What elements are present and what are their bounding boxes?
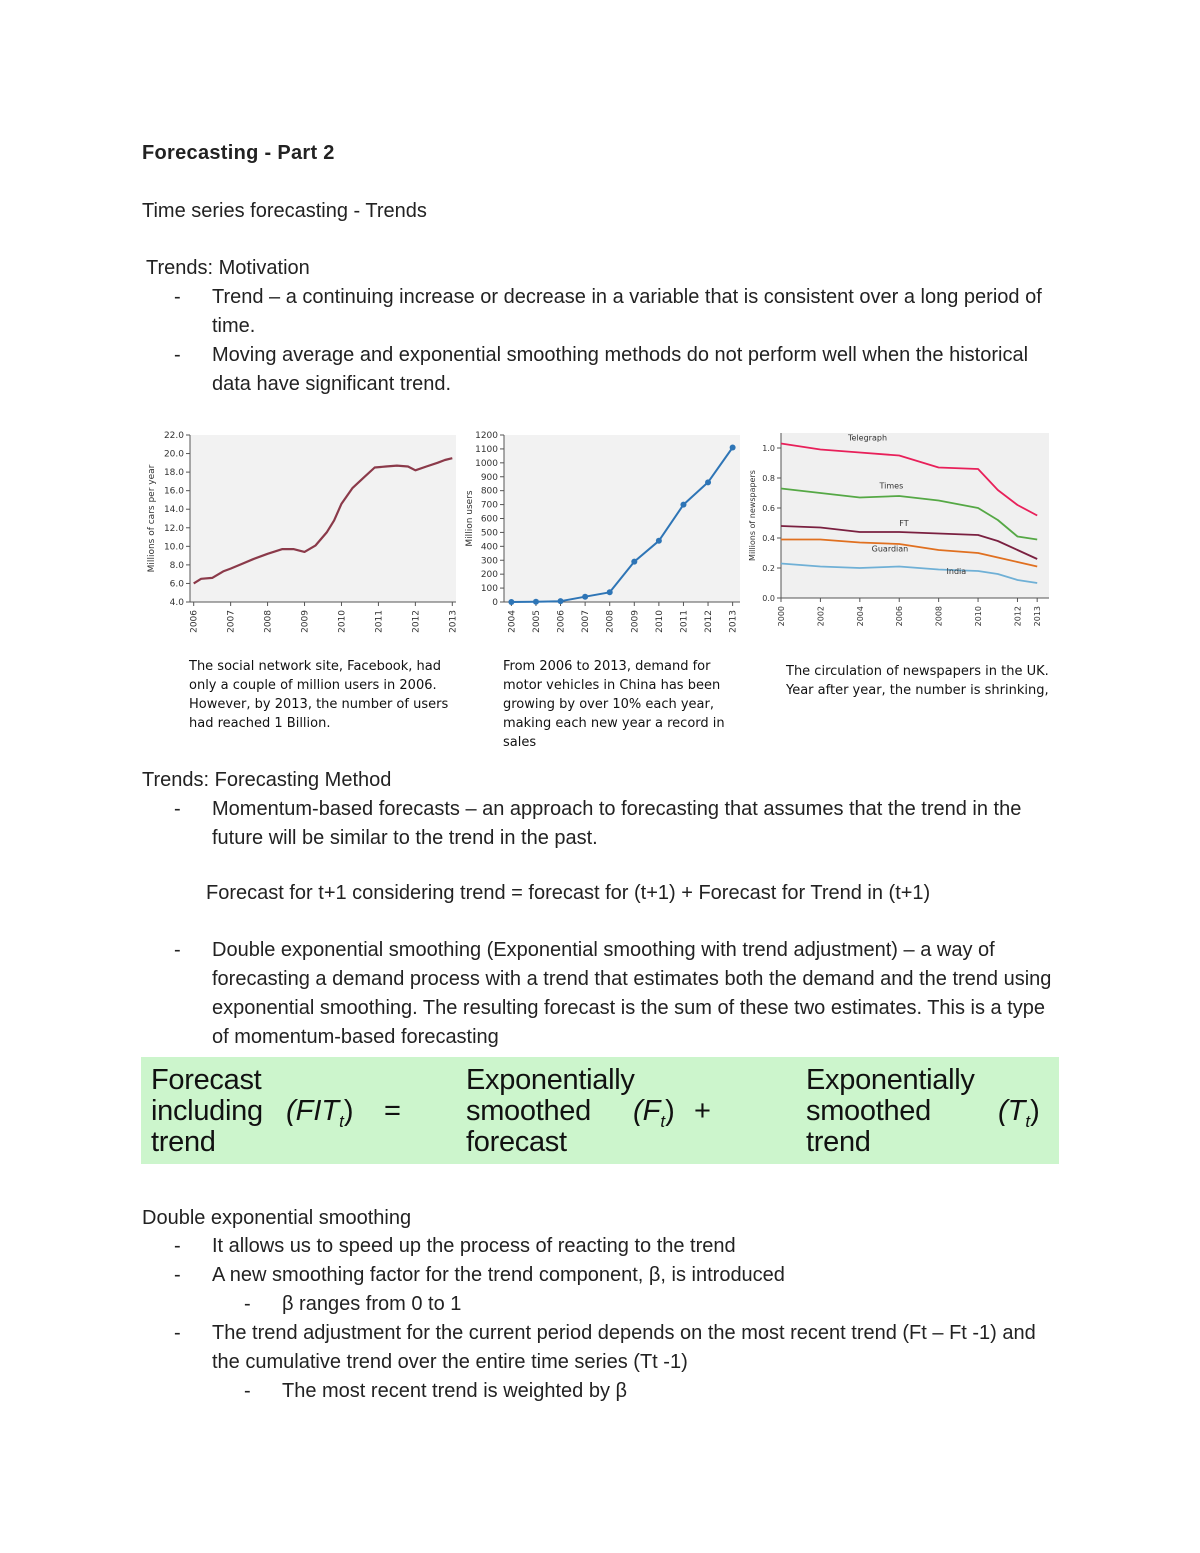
bullet-dash: - <box>174 798 181 820</box>
y-tick-label: 14.0 <box>163 505 184 516</box>
x-tick-label: 2000 <box>777 606 786 627</box>
data-point <box>631 559 637 565</box>
list-item <box>142 1290 1060 1319</box>
data-point <box>607 589 613 595</box>
list-item <box>142 1377 1060 1406</box>
plot-background <box>190 435 456 602</box>
bullet-dash: - <box>174 1235 181 1257</box>
data-point <box>558 598 564 604</box>
list-item <box>142 1232 1060 1261</box>
formula-equals: = <box>384 1095 401 1127</box>
y-tick-label: 600 <box>480 514 498 525</box>
list-item <box>142 795 1057 853</box>
x-tick-label: 2004 <box>855 606 865 627</box>
x-tick-label: 2007 <box>581 610 592 633</box>
method-heading: Trends: Forecasting Method <box>142 769 392 791</box>
y-tick-label: 10.0 <box>163 542 184 553</box>
china-caption: From 2006 to 2013, demand for motor vehicles in China has been growing by over 10% each year, making each new year a record in sales <box>503 659 725 750</box>
formula-right-symbol: $(T_t)$ <box>998 1095 1040 1131</box>
y-axis-label: Millions of cars per year <box>147 464 157 573</box>
y-tick-label: 16.0 <box>163 486 184 497</box>
bullet-dash: - <box>174 1322 181 1344</box>
series-label: FT <box>899 519 909 528</box>
bullet-dash: - <box>174 286 181 308</box>
x-tick-label: 2005 <box>531 610 542 633</box>
data-point <box>656 538 662 544</box>
y-tick-label: 0.0 <box>762 594 775 603</box>
x-tick-label: 2010 <box>974 606 984 627</box>
x-tick-label: 2008 <box>605 610 616 633</box>
des-heading: Double exponential smoothing <box>142 1207 412 1229</box>
y-tick-label: 20.0 <box>163 449 184 460</box>
y-tick-label: 500 <box>480 528 498 539</box>
y-tick-label: 200 <box>480 570 498 581</box>
bullet-text: β ranges from 0 to 1 <box>282 1293 462 1315</box>
data-point <box>730 445 736 451</box>
list-item <box>142 936 1060 1052</box>
x-tick-label: 2012 <box>411 610 422 633</box>
list-item <box>142 283 1052 341</box>
y-tick-label: 1100 <box>475 444 498 455</box>
des-list <box>142 1232 1060 1406</box>
page-title: Forecasting - Part 2 <box>142 142 335 164</box>
y-tick-label: 22.0 <box>163 431 184 441</box>
bullet-text: The trend adjustment for the current period depends on the most recent trend (Ft – Ft -1) and the cumulative trend over the entire time series (Tt -1) <box>212 1322 1036 1373</box>
y-tick-label: 700 <box>480 500 498 511</box>
y-tick-label: 0.4 <box>762 534 775 543</box>
method-equation: Forecast for t+1 considering trend = forecast for (t+1) + Forecast for Trend in (t+1) <box>206 882 931 904</box>
y-tick-label: 900 <box>480 472 498 483</box>
y-tick-label: 800 <box>480 486 498 497</box>
formula-middle-symbol: $(F_t)$ <box>633 1095 675 1131</box>
x-tick-label: 2006 <box>189 610 200 633</box>
formula-left-label: Forecast including trend <box>151 1064 263 1158</box>
series-label: Telegraph <box>848 433 888 443</box>
bullet-text: Trend – a continuing increase or decrease in a variable that is consistent over a long period of time. <box>212 286 1042 337</box>
facebook-caption: The social network site, Facebook, had only a couple of million users in 2006. However, by 2013, the number of users had reached 1 Billion. <box>189 659 449 731</box>
x-tick-label: 2013 <box>728 610 739 633</box>
data-point <box>508 599 514 605</box>
formula-left-symbol: $(FIT_t)$ <box>286 1095 354 1131</box>
bullet-dash: - <box>174 344 181 366</box>
list-item <box>142 1319 1060 1377</box>
y-axis-label: Million users <box>465 490 475 547</box>
x-tick-label: 2010 <box>337 610 348 633</box>
method-list-1 <box>142 795 1057 853</box>
series-label: India <box>946 567 967 576</box>
x-tick-label: 2012 <box>704 610 715 633</box>
x-tick-label: 2013 <box>1033 606 1043 627</box>
data-point <box>582 594 588 600</box>
y-tick-label: 100 <box>480 584 498 595</box>
bullet-dash: - <box>244 1380 251 1402</box>
plot-background <box>781 433 1049 598</box>
x-tick-label: 2006 <box>556 610 567 633</box>
y-tick-label: 6.0 <box>169 579 184 590</box>
y-tick-label: 1.0 <box>762 444 775 453</box>
bullet-dash: - <box>174 1264 181 1286</box>
y-tick-label: 1200 <box>475 431 498 441</box>
data-point <box>533 599 539 605</box>
formula-middle-label: Exponentially smoothed forecast <box>466 1064 635 1158</box>
y-tick-label: 0.8 <box>762 474 775 483</box>
x-tick-label: 2010 <box>654 610 665 633</box>
y-tick-label: 0.6 <box>762 504 775 513</box>
motivation-list <box>142 283 1052 399</box>
bullet-text: It allows us to speed up the process of reacting to the trend <box>212 1235 736 1257</box>
x-tick-label: 2011 <box>374 610 385 633</box>
list-item <box>142 1261 1060 1290</box>
x-tick-label: 2008 <box>934 606 944 627</box>
method-list-2 <box>142 936 1060 1052</box>
y-tick-label: 12.0 <box>163 523 184 534</box>
x-tick-label: 2009 <box>630 610 641 633</box>
y-tick-label: 4.0 <box>169 598 184 608</box>
data-point <box>680 502 686 508</box>
x-tick-label: 2013 <box>448 610 459 633</box>
y-axis-label: Millions of newspapers <box>748 470 757 561</box>
newspaper-caption: The circulation of newspapers in the UK. Year after year, the number is shrinking, <box>786 664 1049 698</box>
series-label: Times <box>879 481 904 491</box>
list-item <box>142 341 1052 399</box>
china-chart <box>462 425 744 635</box>
formula-box <box>141 1057 1059 1164</box>
data-point <box>705 479 711 485</box>
x-tick-label: 2004 <box>507 610 518 633</box>
subtitle: Time series forecasting - Trends <box>142 200 427 222</box>
motivation-heading: Trends: Motivation <box>146 257 310 279</box>
bullet-dash: - <box>174 939 181 961</box>
facebook-chart <box>142 425 460 635</box>
y-tick-label: 300 <box>480 556 498 567</box>
y-tick-label: 0.2 <box>762 564 775 573</box>
y-tick-label: 18.0 <box>163 468 184 479</box>
x-tick-label: 2011 <box>679 610 690 633</box>
newspaper-chart <box>745 430 1053 635</box>
x-tick-label: 2007 <box>226 610 237 633</box>
bullet-dash: - <box>244 1293 251 1315</box>
formula-right-label: Exponentially smoothed trend <box>806 1064 975 1158</box>
x-tick-label: 2002 <box>816 606 826 627</box>
x-tick-label: 2006 <box>895 606 905 627</box>
bullet-text: Double exponential smoothing (Exponential smoothing with trend adjustment) – a way of forecasting a demand process with a trend that estimates both the demand and the trend using exponential smoothing. The resulting forecast is the sum of these two estimates. This is a type of momentum-based forecasting <box>212 939 1052 1048</box>
bullet-text: A new smoothing factor for the trend component, β, is introduced <box>212 1264 785 1286</box>
x-tick-label: 2009 <box>300 610 311 633</box>
bullet-text: Momentum-based forecasts – an approach to forecasting that assumes that the trend in the future will be similar to the trend in the past. <box>212 798 1022 849</box>
series-label: Guardian <box>871 544 909 554</box>
y-tick-label: 8.0 <box>169 560 184 571</box>
y-tick-label: 1000 <box>475 458 498 469</box>
formula-plus: + <box>694 1095 711 1127</box>
x-tick-label: 2012 <box>1013 606 1023 627</box>
x-tick-label: 2008 <box>263 610 274 633</box>
y-tick-label: 0 <box>492 598 498 608</box>
bullet-text: Moving average and exponential smoothing methods do not perform well when the historical data have significant trend. <box>212 344 1029 395</box>
y-tick-label: 400 <box>480 542 498 553</box>
bullet-text: The most recent trend is weighted by β <box>282 1380 627 1402</box>
